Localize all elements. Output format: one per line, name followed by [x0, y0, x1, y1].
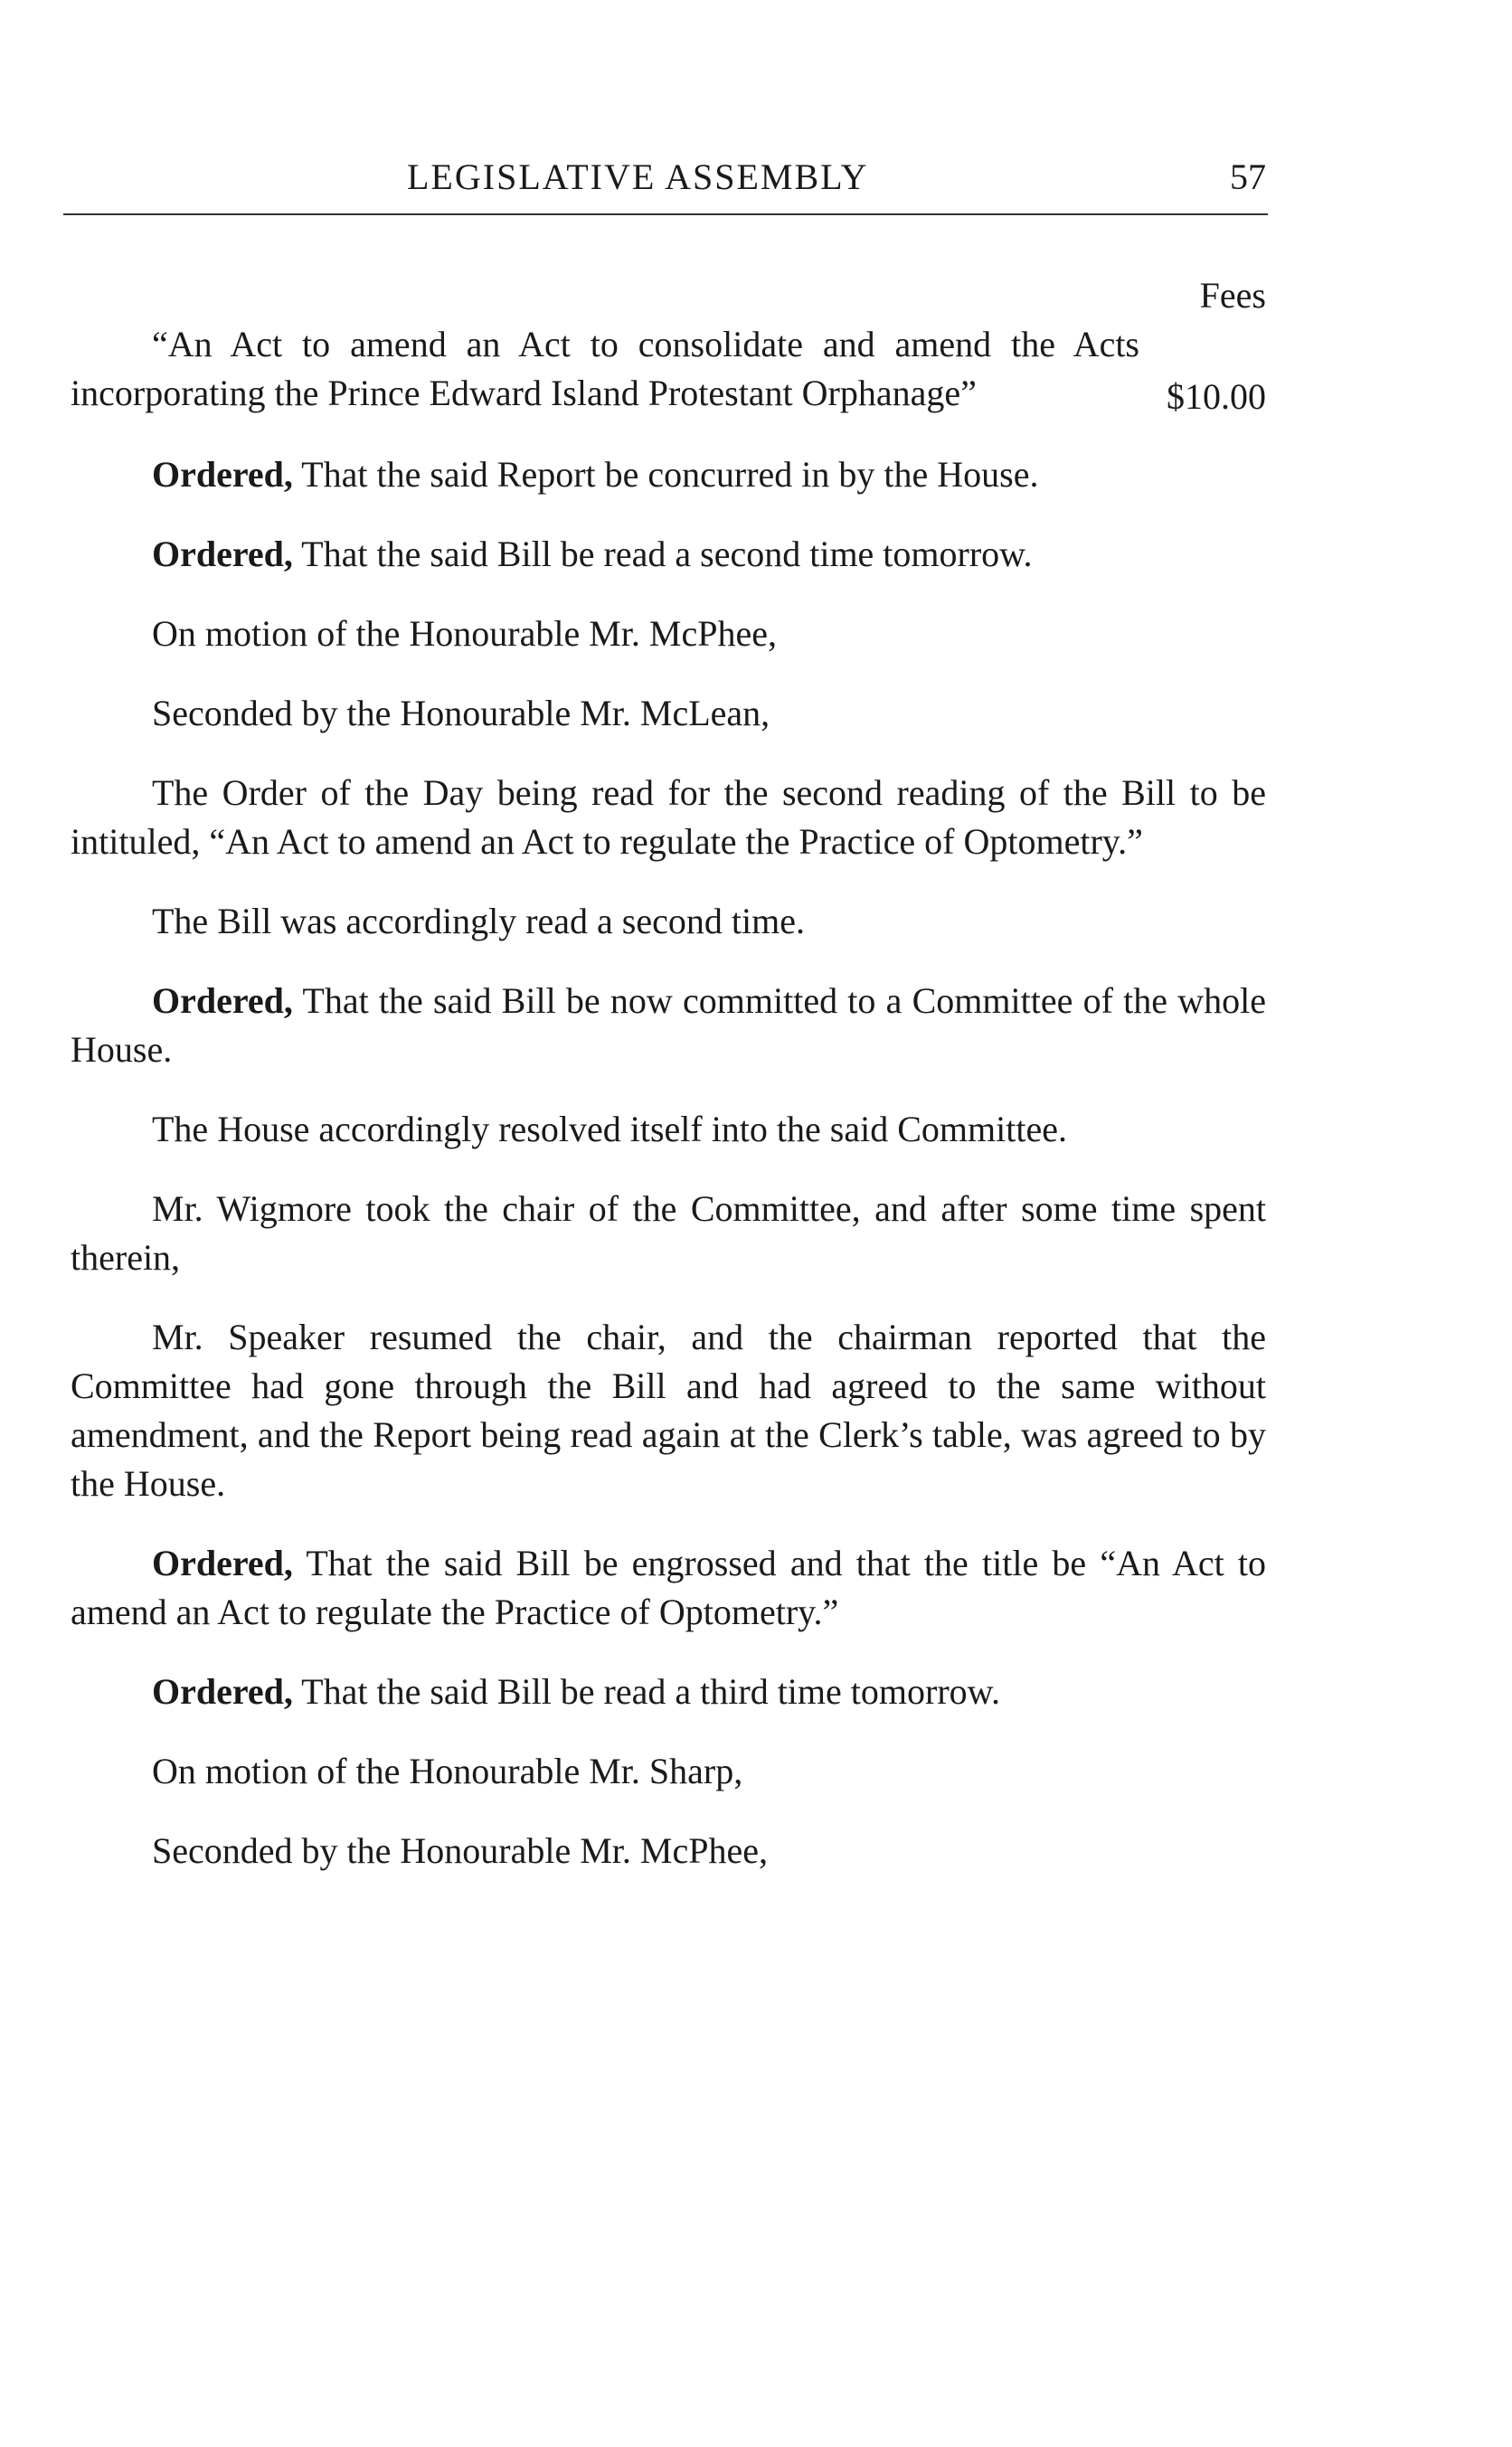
ordered-label: Ordered, [152, 534, 293, 574]
paragraph-text: The Order of the Day being read for the second reading of the Bill to be intituled, “An Act to amend an Act to regulate the Practice of Optometry.” [71, 772, 1266, 862]
ordered-label: Ordered, [152, 1671, 293, 1712]
fee-amount: $10.00 [1167, 376, 1266, 417]
ordered-label: Ordered, [152, 454, 293, 495]
paragraph-motion-mcphee [71, 609, 1266, 658]
paragraph-ordered-second-reading [71, 530, 1266, 579]
paragraph-seconded-mclean [71, 689, 1266, 738]
paragraph-order-of-day [71, 769, 1266, 866]
fees-block [71, 271, 1266, 418]
ordered-label: Ordered, [152, 1543, 293, 1583]
paragraph-text: That the said Report be concurred in by the House. [292, 454, 1039, 495]
paragraph-text: That the said Bill be now committed to a Committee of the whole House. [71, 980, 1266, 1070]
fee-item [71, 320, 1266, 418]
paragraph-text: Seconded by the Honourable Mr. McLean, [152, 693, 770, 733]
paragraph-bill-read-second [71, 897, 1266, 946]
header-divider [63, 213, 1268, 215]
page-header-title: LEGISLATIVE ASSEMBLY [407, 156, 869, 197]
running-head [63, 156, 1266, 210]
paragraph-motion-sharp [71, 1747, 1266, 1796]
paragraph-text: Mr. Wigmore took the chair of the Committee, and after some time spent therein, [71, 1188, 1266, 1278]
paragraph-text: On motion of the Honourable Mr. McPhee, [152, 613, 777, 654]
paragraph-speaker-resumed [71, 1313, 1266, 1508]
page-number: 57 [1230, 156, 1266, 197]
paragraph-ordered-engrossed [71, 1539, 1266, 1637]
paragraph-seconded-mcphee [71, 1827, 1266, 1875]
paragraph-text: Mr. Speaker resumed the chair, and the chairman reported that the Committee had gone through the Bill and had agreed to the same without amendment, and the Report being read again at the Clerk’s table, was agreed to by the House. [71, 1317, 1266, 1504]
fees-column-label: Fees [1199, 275, 1266, 316]
paragraph-ordered-report-concurred [71, 450, 1266, 499]
paragraph-text: That the said Bill be read a second time tomorrow. [292, 534, 1033, 574]
paragraph-ordered-committed [71, 977, 1266, 1074]
paragraph-text: That the said Bill be read a third time tomorrow. [292, 1671, 1000, 1712]
fee-item-text: “An Act to amend an Act to consolidate and amend the Acts incorporating the Prince Edward Island Protestant Orphanage” [71, 324, 1139, 413]
paragraph-text: The House accordingly resolved itself into the said Committee. [152, 1109, 1067, 1149]
paragraph-wigmore-chair [71, 1185, 1266, 1282]
paragraph-text: That the said Bill be engrossed and that the title be “An Act to amend an Act to regulate the Practice of Optometry.” [71, 1543, 1266, 1632]
paragraph-text: Seconded by the Honourable Mr. McPhee, [152, 1830, 768, 1871]
paragraph-text: On motion of the Honourable Mr. Sharp, [152, 1751, 743, 1791]
paragraph-house-resolved [71, 1105, 1266, 1154]
page-body [71, 271, 1266, 1875]
paragraph-ordered-third-reading [71, 1668, 1266, 1716]
paragraph-text: The Bill was accordingly read a second time. [152, 901, 805, 941]
ordered-label: Ordered, [152, 980, 293, 1021]
